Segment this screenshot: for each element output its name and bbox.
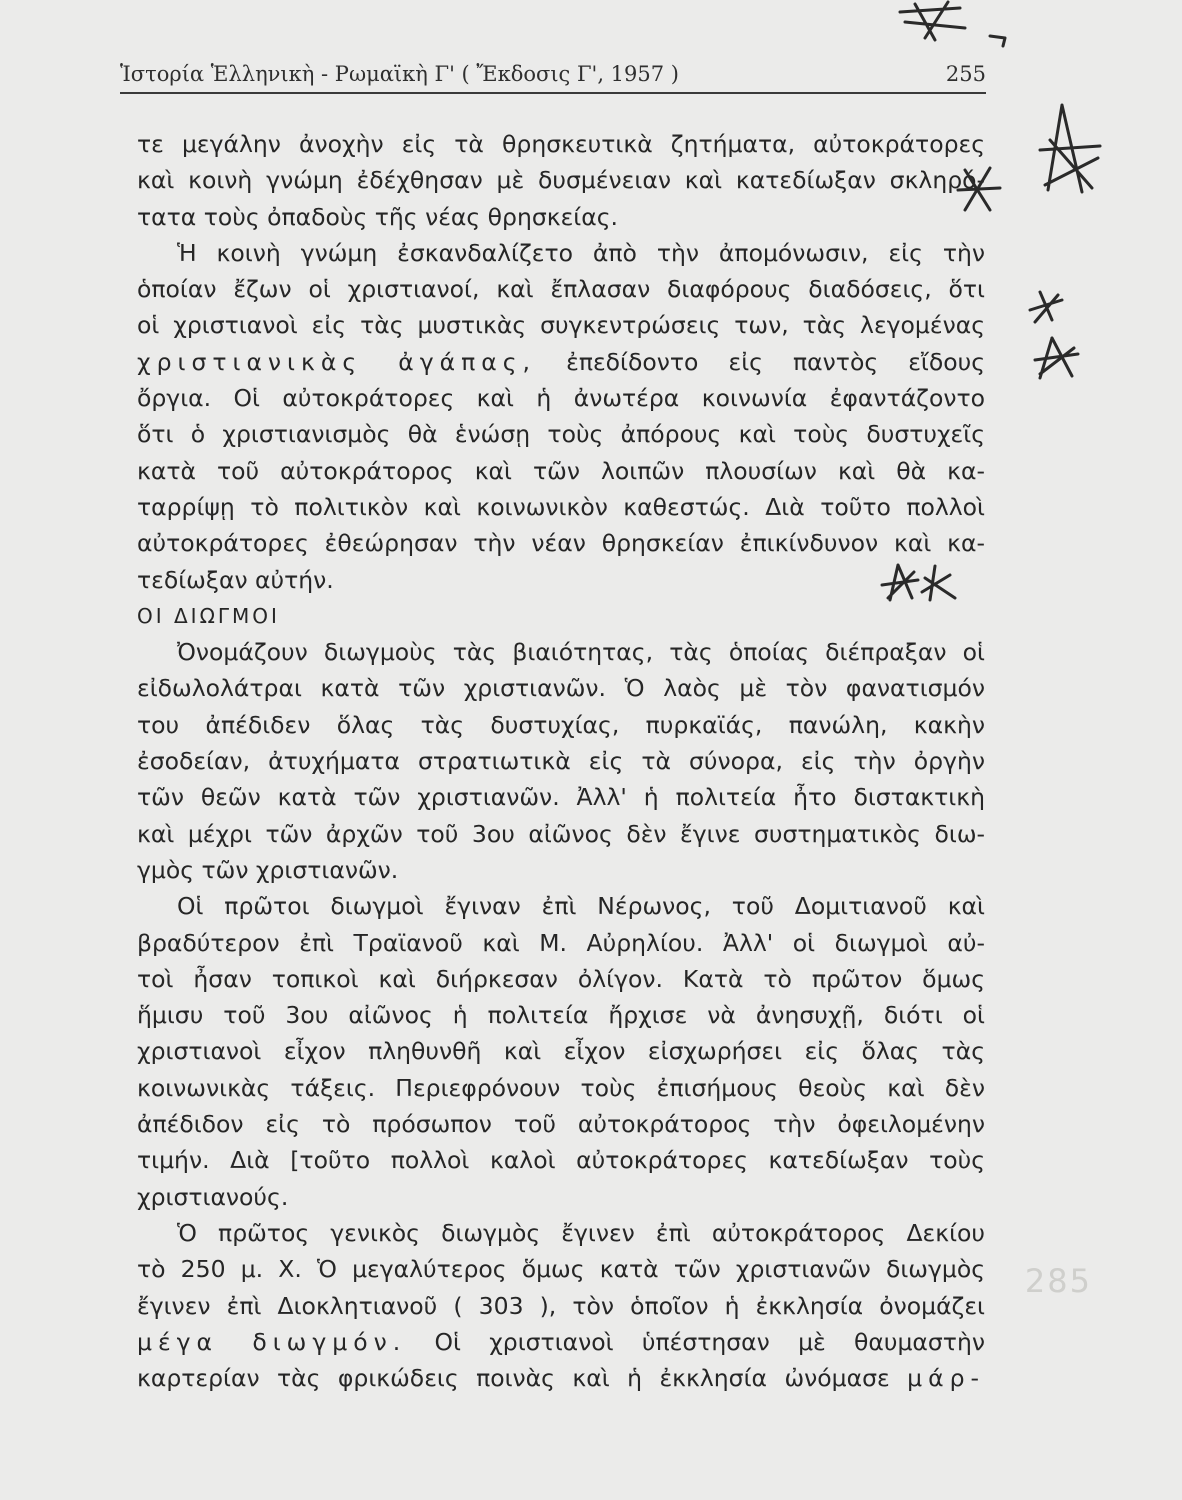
star-doodle-icon: [1040, 105, 1100, 192]
text-line: τεδίωξαν αὐτήν.: [137, 565, 334, 594]
bleed-through-number: 285: [1024, 1262, 1092, 1300]
text-line: [137, 1324, 985, 1360]
text-line: του ἀπέδιδεν ὅλας τὰς δυστυχίας, πυρκαϊάς, πανώλη, κακὴν: [137, 710, 985, 739]
text-line: ταρρίψῃ τὸ πολιτικὸν καὶ κοινωνικὸν καθεστώς. Διὰ τοῦτο πολλοὶ: [137, 492, 985, 521]
text-line: καὶ μέχρι τῶν ἀρχῶν τοῦ 3ου αἰῶνος δὲν ἔγινε συστηματικὸς διω-: [137, 819, 985, 848]
running-header: [120, 58, 986, 94]
page-body: [137, 126, 985, 1396]
text-line: καὶ κοινὴ γνώμη ἐδέχθησαν μὲ δυσμένειαν καὶ κατεδίωξαν σκληρό-: [137, 166, 985, 195]
spaced-term: χριστιανικὰς ἀγάπας,: [137, 347, 537, 376]
text-line: ὄργια. Οἱ αὐτοκράτορες καὶ ἡ ἀνωτέρα κοινωνία ἐφαντάζοντο: [137, 384, 985, 413]
text-line: οἱ χριστιανοὶ εἰς τὰς μυστικὰς συγκεντρώσεις των, τὰς λεγομένας: [137, 311, 985, 340]
text-line: γμὸς τῶν χριστιανῶν.: [137, 855, 399, 884]
text-line: [137, 1360, 985, 1396]
text-line: [137, 344, 985, 380]
spaced-term: μέγα διωγμόν.: [137, 1327, 407, 1356]
text-line: Οἱ πρῶτοι διωγμοὶ ἔγιναν ἐπὶ Νέρωνος, τοῦ Δομιτιανοῦ καὶ: [177, 892, 985, 921]
text-line: τε μεγάλην ἀνοχὴν εἰς τὰ θρησκευτικὰ ζητήματα, αὐτοκράτορες: [137, 130, 985, 158]
text-run: ἐπεδίδοντο εἰς παντὸς εἴδους: [566, 347, 986, 376]
header-title: Ἱστορία Ἑλληνικὴ - Ρωμαϊκὴ Γ' ( Ἔκδοσις Γ', 1957 ): [120, 62, 679, 86]
text-line: Ἡ κοινὴ γνώμη ἐσκανδαλίζετο ἀπὸ τὴν ἀπομόνωσιν, εἰς τὴν: [177, 238, 985, 267]
star-doodle-icon: [1030, 292, 1062, 322]
text-line: τιμήν. Διὰ [τοῦτο πολλοὶ καλοὶ αὐτοκράτορες κατεδίωξαν τοὺς: [137, 1146, 985, 1175]
section-heading: ΟΙ ΔΙΩΓΜΟΙ: [137, 603, 280, 628]
text-line: ἥμισυ τοῦ 3ου αἰῶνος ἡ πολιτεία ἤρχισε νὰ ἀνησυχῇ, διότι οἱ: [137, 1001, 985, 1030]
text-line: ἐσοδείαν, ἀτυχήματα στρατιωτικὰ εἰς τὰ σύνορα, εἰς τὴν ὀργὴν: [137, 747, 985, 776]
text-run: καρτερίαν τὰς φρικώδεις ποινὰς καὶ ἡ ἐκκλησία ὠνόμασε: [137, 1364, 890, 1393]
text-line: ὅτι ὁ χριστιανισμὸς θὰ ἑνώσῃ τοὺς ἀπόρους καὶ τοὺς δυστυχεῖς: [137, 420, 985, 449]
star-doodle-icon: [900, 2, 965, 40]
text-line: τὸ 250 μ. Χ. Ὁ μεγαλύτερος ὅμως κατὰ τῶν χριστιανῶν διωγμὸς: [137, 1255, 985, 1284]
text-line: ἔγινεν ἐπὶ Διοκλητιανοῦ ( 303 ), τὸν ὁποῖον ἡ ἐκκλησία ὀνομάζει: [137, 1291, 985, 1320]
text-line: αὐτοκράτορες ἐθεώρησαν τὴν νέαν θρησκείαν ἐπικίνδυνον καὶ κα-: [137, 529, 985, 558]
spaced-term: μάρ-: [907, 1364, 985, 1393]
text-line: εἰδωλολάτραι κατὰ τῶν χριστιανῶν. Ὁ λαὸς μὲ τὸν φανατισμόν: [137, 674, 985, 703]
text-line: ἀπέδιδον εἰς τὸ πρόσωπον τοῦ αὐτοκράτορος τὴν ὀφειλομένην: [137, 1110, 985, 1139]
page-number: 255: [945, 62, 986, 86]
star-doodle-icon: [1035, 338, 1078, 378]
text-line: ὁποίαν ἔζων οἱ χριστιανοί, καὶ ἔπλασαν διαφόρους διαδόσεις, ὅτι: [137, 275, 985, 304]
text-line: βραδύτερον ἐπὶ Τραϊανοῦ καὶ Μ. Αὐρηλίου. Ἀλλ' οἱ διωγμοὶ αὐ-: [137, 928, 985, 957]
text-line: χριστιανοὶ εἶχον πληθυνθῆ καὶ εἶχον εἰσχωρήσει εἰς ὅλας τὰς: [137, 1037, 985, 1066]
text-line: χριστιανούς.: [137, 1182, 289, 1211]
text-line: τοὶ ἦσαν τοπικοὶ καὶ διήρκεσαν ὀλίγον. Κατὰ τὸ πρῶτον ὅμως: [137, 964, 985, 993]
dash-doodle-icon: [990, 36, 1005, 46]
text-line: Ὀνομάζουν διωγμοὺς τὰς βιαιότητας, τὰς ὁποίας διέπραξαν οἱ: [177, 638, 985, 667]
header-rule: [120, 92, 986, 94]
text-line: Ὁ πρῶτος γενικὸς διωγμὸς ἔγινεν ἐπὶ αὐτοκράτορος Δεκίου: [177, 1218, 985, 1247]
text-line: τατα τοὺς ὀπαδοὺς τῆς νέας θρησκείας.: [137, 202, 618, 231]
text-line: κατὰ τοῦ αὐτοκράτορος καὶ τῶν λοιπῶν πλουσίων καὶ θὰ κα-: [137, 456, 985, 485]
text-line: κοινωνικὰς τάξεις. Περιεφρόνουν τοὺς ἐπισήμους θεοὺς καὶ δὲν: [137, 1073, 985, 1102]
text-run: Οἱ χριστιανοὶ ὑπέστησαν μὲ θαυμαστὴν: [434, 1327, 985, 1356]
text-line: τῶν θεῶν κατὰ τῶν χριστιανῶν. Ἀλλ' ἡ πολιτεία ἦτο διστακτικὴ: [137, 783, 985, 812]
